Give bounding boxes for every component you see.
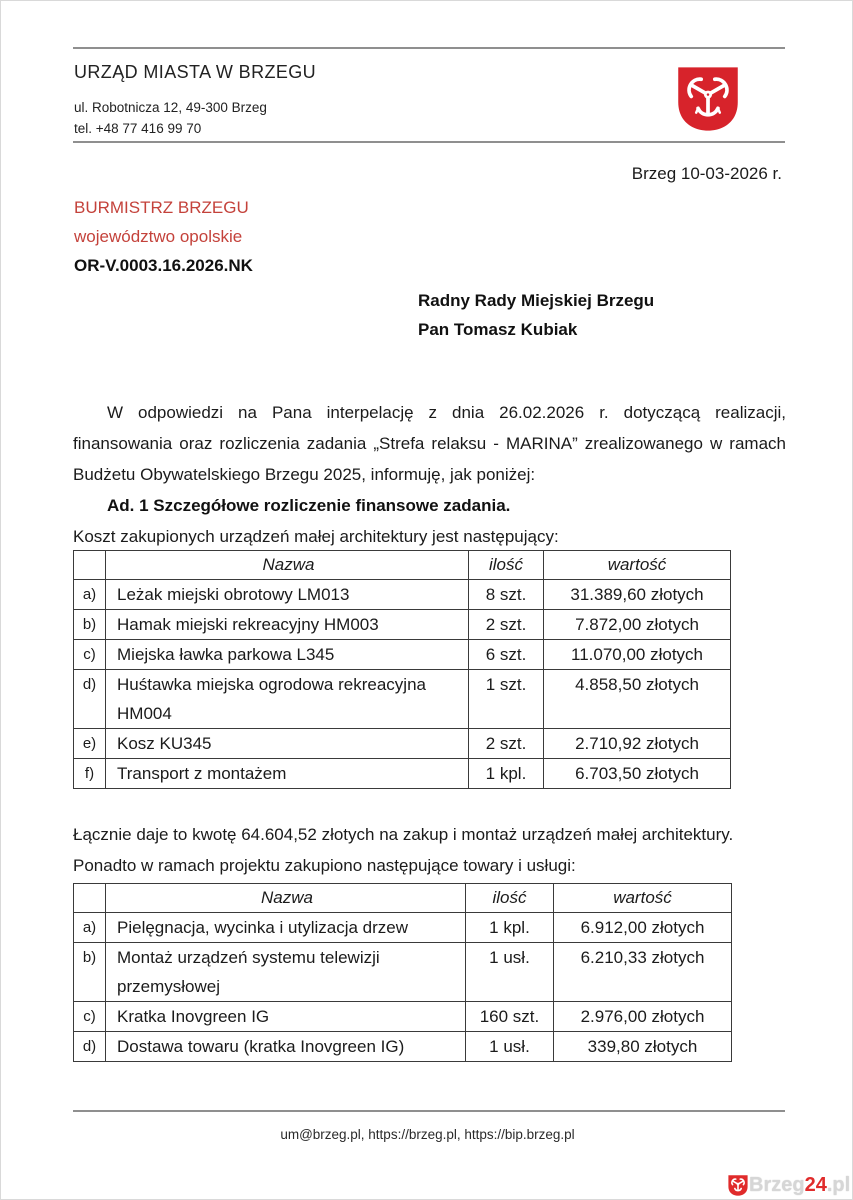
row-qty: 2 szt. [469, 729, 544, 759]
table-row [74, 610, 731, 640]
row-name: Huśtawka miejska ogrodowa rekreacyjna HM004 [106, 670, 469, 729]
table-header-row [74, 884, 732, 913]
row-key: e) [74, 729, 106, 759]
date-line: Brzeg 10-03-2026 r. [631, 164, 782, 183]
row-value: 11.070,00 złotych [544, 640, 731, 670]
organization-name: URZĄD MIASTA W BRZEGU [74, 62, 317, 82]
addressee-block [418, 286, 654, 344]
table-row [74, 913, 732, 943]
row-key: c) [74, 1002, 106, 1032]
row-value: 31.389,60 złotych [544, 580, 731, 610]
organization-address: ul. Robotnicza 12, 49-300 Brzeg [74, 100, 267, 115]
header-qty: ilość [466, 884, 554, 913]
row-name: Leżak miejski obrotowy LM013 [106, 580, 469, 610]
row-value: 2.976,00 złotych [554, 1002, 732, 1032]
row-qty: 1 kpl. [469, 759, 544, 789]
table-equipment-costs [73, 550, 731, 789]
table-row [74, 729, 731, 759]
watermark-prefix: Brzeg [749, 1174, 805, 1196]
header-key [74, 884, 106, 913]
row-value: 6.912,00 złotych [554, 913, 732, 943]
row-qty: 160 szt. [466, 1002, 554, 1032]
table-row [74, 580, 731, 610]
row-value: 7.872,00 złotych [544, 610, 731, 640]
row-key: a) [74, 580, 106, 610]
watermark-suffix: .pl [826, 1174, 851, 1196]
table-goods-services [73, 883, 732, 1062]
paragraph1-line1: W odpowiedzi na Pana interpelację z dnia 26.02.2026 r. dotyczącą realizacji, [107, 403, 786, 422]
row-qty: 2 szt. [469, 610, 544, 640]
row-name: Dostawa towaru (kratka Inovgreen IG) [106, 1032, 466, 1062]
row-qty: 6 szt. [469, 640, 544, 670]
row-name: Kosz KU345 [106, 729, 469, 759]
letterhead-top-rule [73, 47, 785, 49]
organization-phone: tel. +48 77 416 99 70 [74, 121, 202, 136]
row-key: d) [74, 670, 106, 729]
row-value: 6.210,33 złotych [554, 943, 732, 1002]
row-qty: 1 usł. [466, 943, 554, 1002]
paragraph1-line3: Budżetu Obywatelskiego Brzegu 2025, informuję, jak poniżej: [73, 465, 536, 484]
total-summary-line: Łącznie daje to kwotę 64.604,52 złotych na zakup i montaż urządzeń małej architektury. [73, 825, 734, 844]
row-qty: 1 kpl. [466, 913, 554, 943]
brzeg-coat-of-arms-icon [677, 66, 739, 132]
row-value: 6.703,50 złotych [544, 759, 731, 789]
heading-ad1: Ad. 1 Szczegółowe rozliczenie finansowe zadania. [107, 496, 511, 515]
row-value: 339,80 złotych [554, 1032, 732, 1062]
table-row [74, 1032, 732, 1062]
row-value: 2.710,92 złotych [544, 729, 731, 759]
header-qty: ilość [469, 551, 544, 580]
row-name: Pielęgnacja, wycinka i utylizacja drzew [106, 913, 466, 943]
row-name: Hamak miejski rekreacyjny HM003 [106, 610, 469, 640]
row-name: Transport z montażem [106, 759, 469, 789]
table-header-row [74, 551, 731, 580]
table-row [74, 640, 731, 670]
row-qty: 1 szt. [469, 670, 544, 729]
row-name: Miejska ławka parkowa L345 [106, 640, 469, 670]
row-key: a) [74, 913, 106, 943]
row-name: Montaż urządzeń systemu telewizji przemysłowej [106, 943, 466, 1002]
sender-title: BURMISTRZ BRZEGU [74, 198, 249, 217]
row-key: b) [74, 610, 106, 640]
header-value: wartość [554, 884, 732, 913]
row-key: b) [74, 943, 106, 1002]
row-value: 4.858,50 złotych [544, 670, 731, 729]
addressee-name: Pan Tomasz Kubiak [418, 320, 578, 339]
row-key: d) [74, 1032, 106, 1062]
row-key: f) [74, 759, 106, 789]
row-key: c) [74, 640, 106, 670]
sender-region: województwo opolskie [74, 227, 243, 246]
paragraph1-line2: finansowania oraz rozliczenia zadania „Strefa relaksu - MARINA” zrealizowanego w ramach [73, 434, 786, 453]
table-row [74, 1002, 732, 1032]
reference-number: OR-V.0003.16.2026.NK [74, 256, 253, 275]
row-name: Kratka Inovgreen IG [106, 1002, 466, 1032]
row-qty: 8 szt. [469, 580, 544, 610]
footer-rule [73, 1110, 785, 1112]
row-qty: 1 usł. [466, 1032, 554, 1062]
addressee-role: Radny Rady Miejskiej Brzegu [418, 291, 655, 310]
table-row [74, 759, 731, 789]
brzeg24-watermark [728, 1172, 850, 1198]
header-value: wartość [544, 551, 731, 580]
letterhead-bottom-rule [73, 141, 785, 143]
table2-intro: Ponadto w ramach projektu zakupiono następujące towary i usługi: [73, 856, 576, 875]
brzeg24-shield-icon [728, 1173, 748, 1198]
header-name: Nazwa [106, 551, 469, 580]
header-key [74, 551, 106, 580]
watermark-number: 24 [804, 1174, 827, 1196]
header-name: Nazwa [106, 884, 466, 913]
table1-intro: Koszt zakupionych urządzeń małej architektury jest następujący: [73, 527, 559, 546]
table-row [74, 670, 731, 729]
footer-contact-line: um@brzeg.pl, https://brzeg.pl, https://bip.brzeg.pl [280, 1127, 575, 1142]
table-row [74, 943, 732, 1002]
